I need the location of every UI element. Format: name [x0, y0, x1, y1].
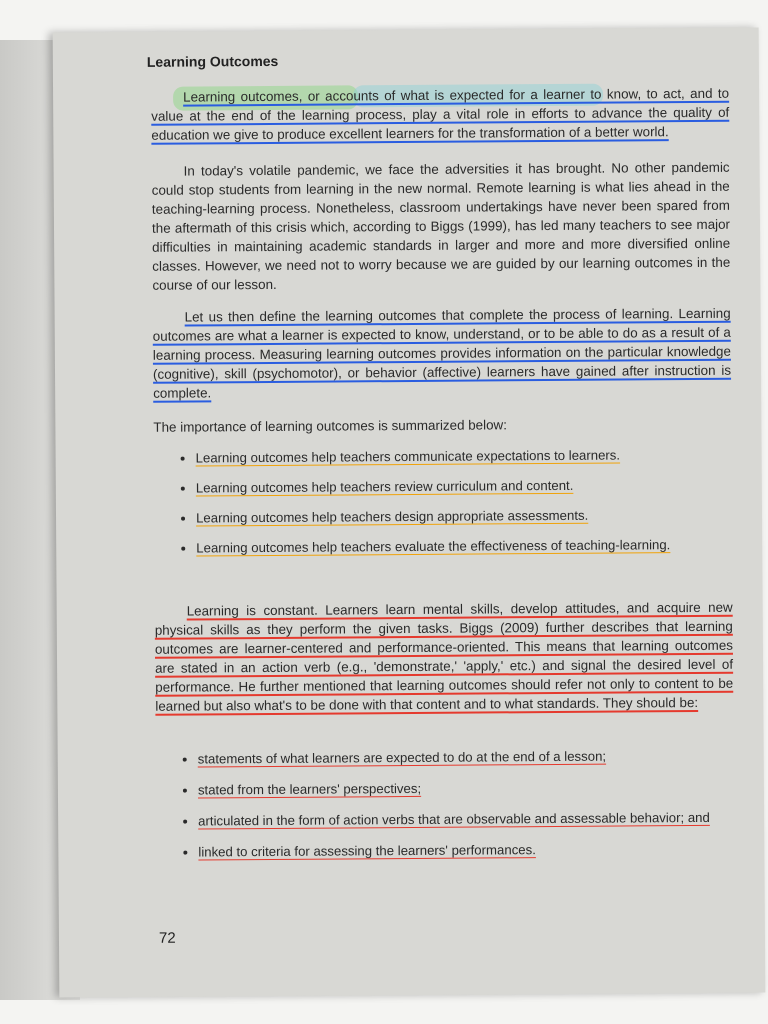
pandemic-paragraph: In today's volatile pandemic, we face the adversities it has brought. No other pandemic could stop students from learning in the new normal. Remote learning is what lies ahead in the teaching-learning process. Nonetheless, classroom undertakings have never been spared from the aftermath of this crisis which, according to Biggs (1999), has led many teachers to see major difficulties in maintaining academic standards in larger and more and more diversified online classes. However, we need not to worry because we are guided by our learning outcomes in the course of our lesson. — [151, 159, 731, 293]
list-item: • Learning outcomes help teachers design appropriate assessments. — [196, 505, 756, 528]
should-be-list — [176, 746, 759, 874]
importance-list — [174, 445, 757, 569]
biggs-paragraph: Learning is constant. Learners learn mental skills, develop attitudes, and acquire new physical skills as they perform the given tasks. Biggs (2009) further describes that learning outcomes are learner-centered and performance-oriented. This means that learning outcomes are stated in an action verb (e.g., 'demonstrate,' 'apply,' etc.) and signal the desired level of performance. He further mentioned that learning outcomes should refer not only to content to be learned but also what's to be done with that content and to what standards. They should be: — [154, 599, 734, 714]
importance-intro: The importance of learning outcomes is summarized below: — [153, 417, 507, 435]
intro-paragraph: Learning outcomes, or accounts of what is expected for a learner to know, to act, and to value at the end of the learning process, play a vital role in efforts to advance the quality of education we give to produce excellent learners for the transformation of a better world. — [151, 85, 730, 143]
list-item: • Learning outcomes help teachers review curriculum and content. — [196, 475, 756, 498]
list-item: • statements of what learners are expected to do at the end of a lesson; — [198, 746, 758, 769]
list-item: • Learning outcomes help teachers communicate expectations to learners. — [196, 445, 756, 468]
book-page — [53, 28, 766, 998]
definition-paragraph: Let us then define the learning outcomes that complete the process of learning. Learning outcomes are what a learner is expected to know, understand, or to be able to do as a result of a learning process. Measuring learning outcomes provides information on the particular knowledge (cognitive), skill (psychomotor), or behavior (affective) learners have gained after instruction is complete. — [152, 305, 732, 401]
list-item: • linked to criteria for assessing the learners' performances. — [198, 839, 758, 862]
list-item: • Learning outcomes help teachers evaluate the effectiveness of teaching-learning. — [196, 535, 756, 558]
section-heading: Learning Outcomes — [146, 52, 279, 70]
list-item: • stated from the learners' perspectives; — [198, 777, 758, 800]
list-item: • articulated in the form of action verbs that are observable and assessable behavior; and — [198, 808, 758, 831]
page-number: 72 — [158, 929, 176, 947]
